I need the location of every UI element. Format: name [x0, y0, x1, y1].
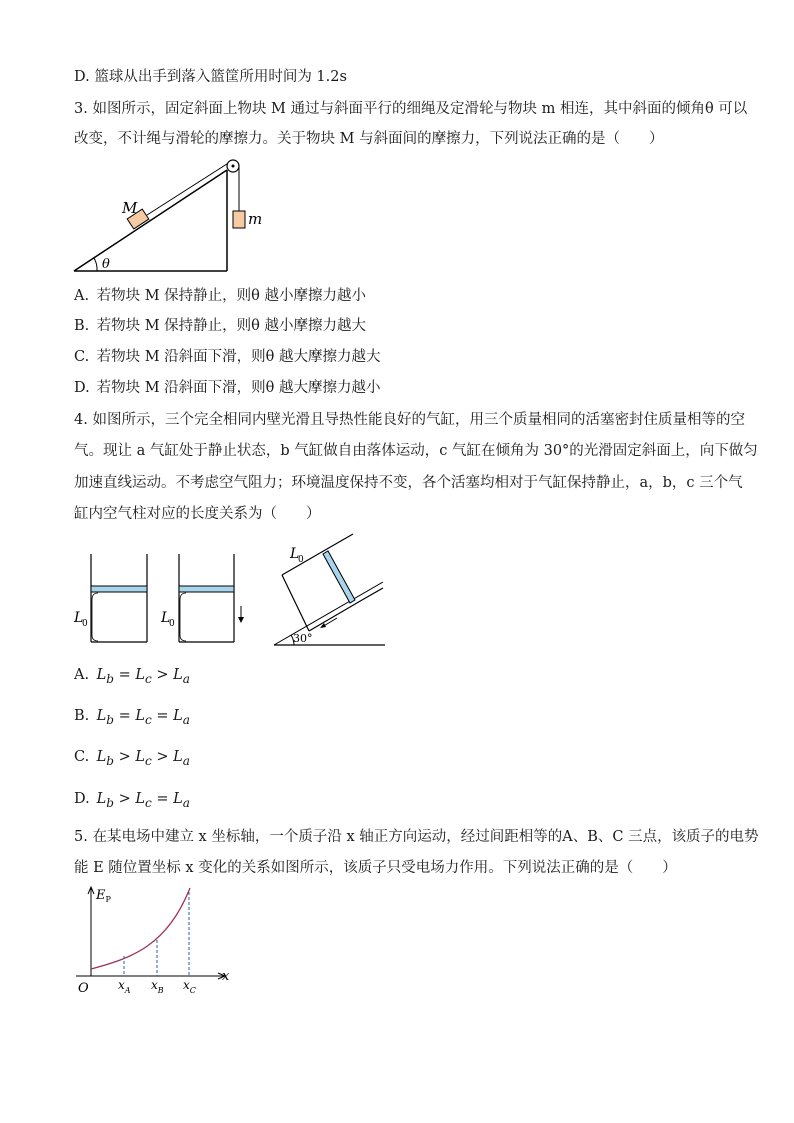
piston-c [323, 551, 355, 603]
q3-figure-incline [70, 156, 270, 276]
q3-option-d[interactable]: D. 若物块 M 沿斜面下滑，则θ 越大摩擦力越小 [74, 380, 381, 396]
q5-stem-line2: 能 E 随位置坐标 x 变化的关系如图所示，该质子只受电场力作用。下列说法正确的是（ ） [74, 860, 677, 876]
tick-xB: $x_B$ [151, 978, 164, 995]
y-label: $E_P$ [96, 888, 111, 904]
piston-b [179, 586, 234, 592]
q5-stem-line1: 5. 在某电场中建立 x 坐标轴，一个质子沿 x 轴正方向运动，经过间距相等的A、B、C 三点，该质子的电势 [74, 829, 759, 845]
label-M: M [122, 199, 138, 217]
q4-stem-line1: 4. 如图所示，三个完全相同内壁光滑且导热性能良好的气缸，用三个质量相同的活塞密封住质量相等的空 [74, 412, 745, 428]
svg-text:L: L [290, 546, 300, 562]
q2-option-d: D. 篮球从出手到落入篮筐所用时间为 1.2s [74, 69, 347, 85]
label-theta: θ [102, 257, 110, 272]
q4-option-c[interactable]: C. $L_b > L_c > L_a$ [74, 749, 190, 768]
q4-figure-cylinders [70, 530, 400, 652]
tick-xC: $x_C$ [183, 978, 196, 995]
q4-option-d[interactable]: D. $L_b > L_c = L_a$ [74, 791, 190, 810]
tick-xA: $x_A$ [118, 978, 131, 995]
cylinder-a [73, 554, 147, 642]
svg-text:0: 0 [298, 555, 304, 565]
svg-text:30°: 30° [293, 632, 313, 645]
label-m: m [248, 210, 263, 228]
svg-text:L: L [74, 610, 84, 626]
x-label: x [222, 969, 230, 984]
svg-text:0: 0 [169, 619, 175, 629]
svg-text:0: 0 [82, 619, 88, 629]
q4-option-a[interactable]: A. $L_b = L_c > L_a$ [74, 667, 190, 686]
block-m [233, 211, 245, 228]
q3-option-a[interactable]: A. 若物块 M 保持静止，则θ 越小摩擦力越小 [74, 288, 367, 304]
q3-option-c[interactable]: C. 若物块 M 沿斜面下滑，则θ 越大摩擦力越大 [74, 349, 381, 365]
origin-label: O [78, 981, 89, 996]
q5-figure-graph [72, 884, 242, 999]
q4-option-b[interactable]: B. $L_b = L_c = L_a$ [74, 708, 190, 727]
cylinder-b [160, 554, 244, 642]
cylinder-c [274, 534, 385, 645]
q4-stem-line3: 加速直线运动。不考虑空气阻力；环境温度保持不变，各个活塞均相对于气缸保持静止，a，b，c 三个气 [74, 475, 743, 491]
svg-text:L: L [161, 610, 171, 626]
q3-option-b[interactable]: B. 若物块 M 保持静止，则θ 越小摩擦力越大 [74, 318, 367, 334]
q4-stem-line2: 气。现让 a 气缸处于静止状态，b 气缸做自由落体运动，c 气缸在倾角为 30°的光滑固定斜面上，向下做匀 [74, 443, 758, 459]
q3-stem-line1: 3. 如图所示，固定斜面上物块 M 通过与斜面平行的细绳及定滑轮与物块 m 相连，其中斜面的倾角θ 可以 [74, 101, 748, 117]
piston-a [91, 586, 147, 592]
q4-stem-line4: 缸内空气柱对应的长度关系为（ ） [74, 506, 321, 522]
q3-stem-line2: 改变，不计绳与滑轮的摩擦力。关于物块 M 与斜面间的摩擦力，下列说法正确的是（ ） [74, 131, 664, 147]
